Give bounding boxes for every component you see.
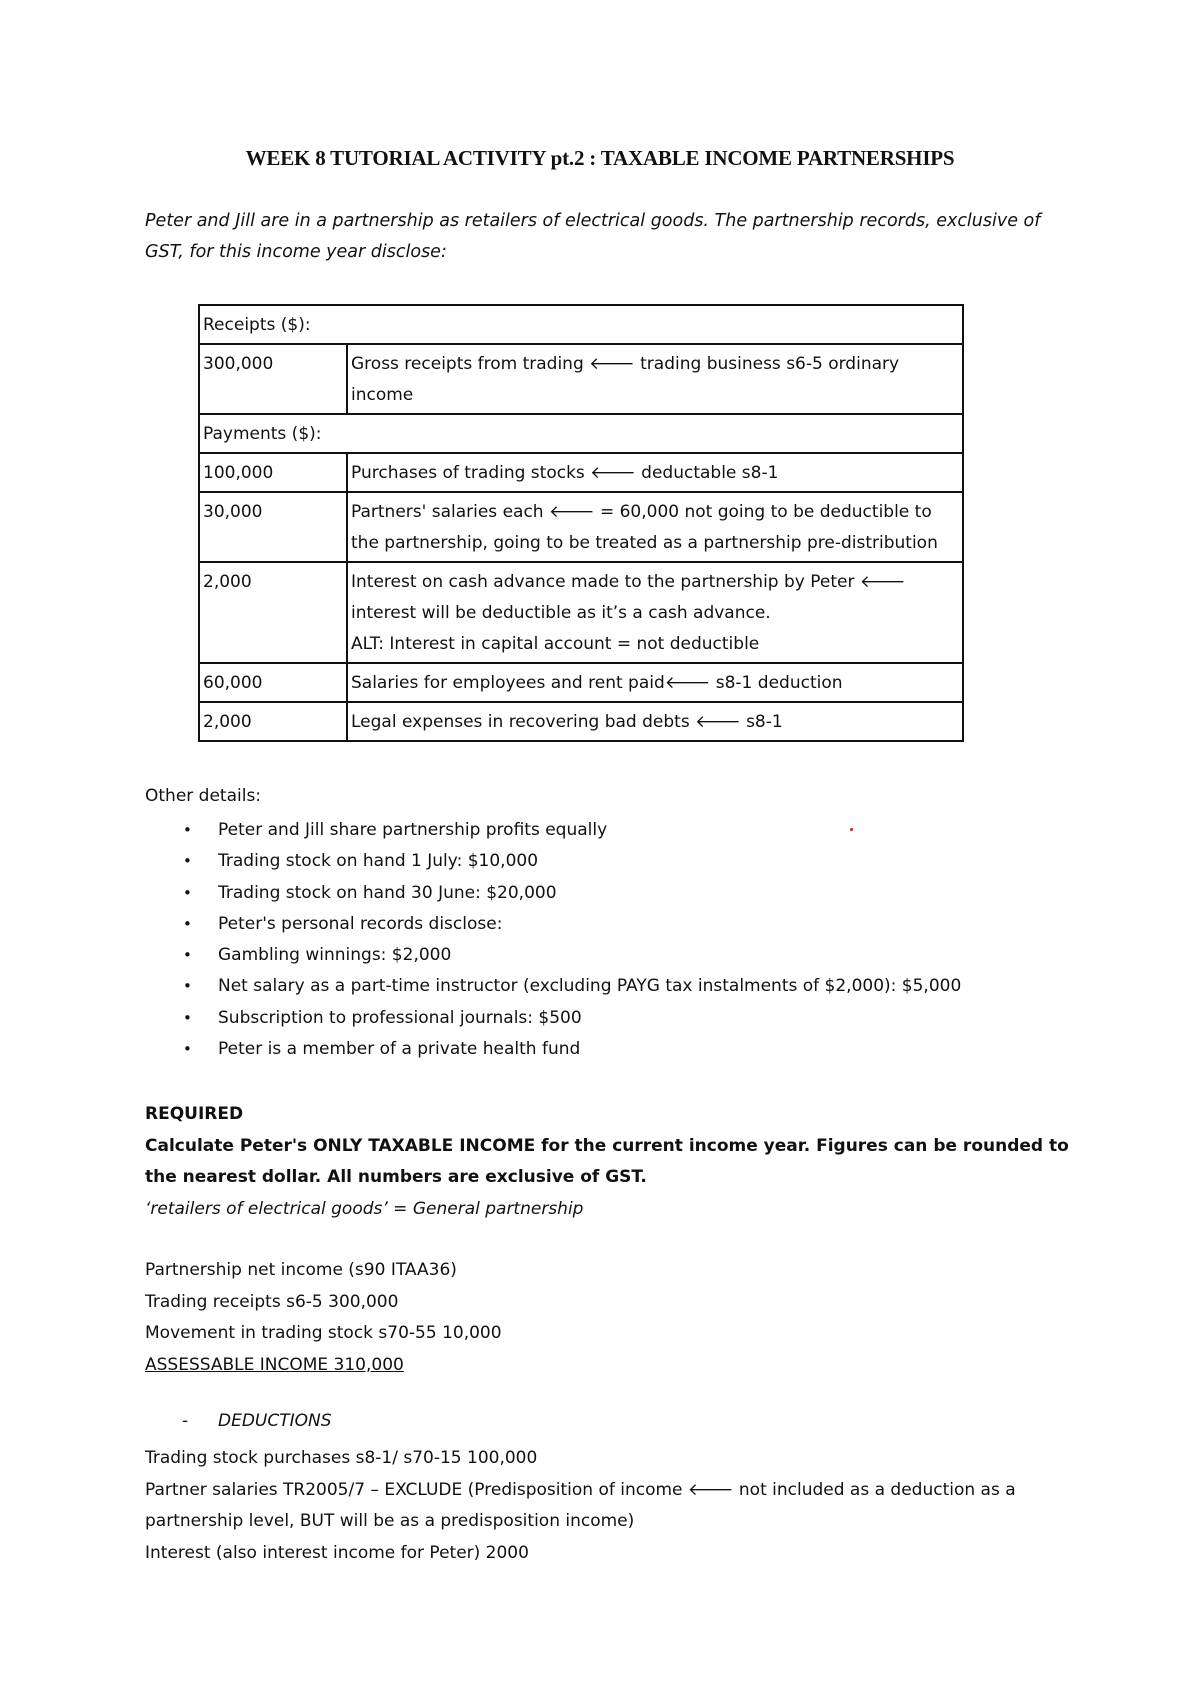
payments-header: Payments ($): [199,414,963,453]
amount-cell: 2,000 [199,562,347,663]
bullet-icon: • [183,852,192,871]
deduction-line: Interest (also interest income for Peter) 2000 [145,1542,529,1563]
table-row [199,453,963,492]
bullet-icon: • [183,946,192,965]
required-note: ‘retailers of electrical goods’ = General partnership [145,1198,584,1219]
required-section [145,1099,1085,1225]
required-heading: REQUIRED [145,1104,244,1124]
deduction-line: Trading stock purchases s8-1/ s70-15 100,000 [145,1448,538,1468]
list-item [145,940,961,971]
description-cell: Partners' salaries each 🡐 = 60,000 not going to be deductible to the partnership, going to be treated as a partnership pre-distribution [347,492,963,562]
list-item [145,1034,961,1065]
table-row [199,562,963,663]
bullet-icon: • [183,1008,192,1027]
list-item-text: Trading stock on hand 30 June: $20,000 [218,882,557,903]
description-cell: Legal expenses in recovering bad debts 🡐 s8-1 [347,702,963,741]
partnership-records-table [198,304,964,742]
list-item [145,971,961,1002]
receipts-header: Receipts ($): [199,305,963,344]
table-section-row [199,305,963,344]
table-row [199,344,963,414]
description-cell [347,562,963,663]
deductions-heading-text: DEDUCTIONS [218,1411,332,1431]
bullet-icon: • [183,1040,192,1059]
calc-line: Trading receipts s6-5 300,000 [145,1291,399,1312]
required-text: Calculate Peter's ONLY TAXABLE INCOME for the current income year. Figures can be rounded to the nearest dollar. All numbers are exclusive of GST. [145,1135,1069,1187]
bullet-icon: • [183,821,192,839]
description-cell: Gross receipts from trading 🡐 trading business s6-5 ordinary income [347,344,963,414]
list-item-text: Peter's personal records disclose: [218,913,503,934]
deduction-line: Partner salaries TR2005/7 – EXCLUDE (Predisposition of income 🡐 not included as a deduction as a partnership level, BUT will be as a predisposition income) [145,1479,1016,1531]
intro-paragraph: Peter and Jill are in a partnership as retailers of electrical goods. The partnership records, exclusive of GST, for this income year disclose: [145,211,1041,262]
calc-line: Partnership net income (s90 ITAA36) [145,1260,457,1280]
deductions-section [145,1443,1085,1569]
table-row [199,702,963,741]
other-details-label: Other details: [145,786,262,806]
list-item [145,846,961,877]
amount-cell: 60,000 [199,663,347,702]
bullet-icon: • [183,883,192,902]
list-item-text: Trading stock on hand 1 July: $10,000 [218,851,539,872]
bullet-icon: • [183,914,192,933]
description-cell: Salaries for employees and rent paid🡐 s8-1 deduction [347,663,963,702]
list-item [145,815,961,846]
amount-cell: 300,000 [199,344,347,414]
list-item [145,1003,961,1034]
table-section-row [199,414,963,453]
bullet-icon: • [183,977,192,996]
list-item-text: Net salary as a part-time instructor (excluding PAYG tax instalments of $2,000): $5,000 [218,976,962,997]
table-row [199,663,963,702]
description-cell: Purchases of trading stocks 🡐 deductable s8-1 [347,453,963,492]
calculation-section [145,1255,1085,1381]
table-row [199,492,963,562]
list-item-text: Peter is a member of a private health fund [218,1039,581,1060]
list-item-text: Subscription to professional journals: $500 [218,1007,582,1028]
description-text: Interest on cash advance made to the partnership by Peter 🡐 interest will be deductible as it’s a cash advance. [351,572,906,623]
calc-line: Movement in trading stock s70-55 10,000 [145,1323,502,1343]
stray-mark [850,828,853,831]
assessable-income-total: ASSESSABLE INCOME 310,000 [145,1354,404,1375]
list-item-text: Peter and Jill share partnership profits equally [218,820,608,840]
other-details-list [145,815,961,1065]
deductions-heading [182,1411,332,1431]
dash-marker: - [182,1411,189,1431]
list-item [145,878,961,909]
list-item [145,909,961,940]
amount-cell: 2,000 [199,702,347,741]
amount-cell: 100,000 [199,453,347,492]
list-item-text: Gambling winnings: $2,000 [218,945,452,966]
description-alt-text: ALT: Interest in capital account = not deductible [351,634,760,654]
page-title: WEEK 8 TUTORIAL ACTIVITY pt.2 : TAXABLE INCOME PARTNERSHIPS [245,146,955,170]
amount-cell: 30,000 [199,492,347,562]
